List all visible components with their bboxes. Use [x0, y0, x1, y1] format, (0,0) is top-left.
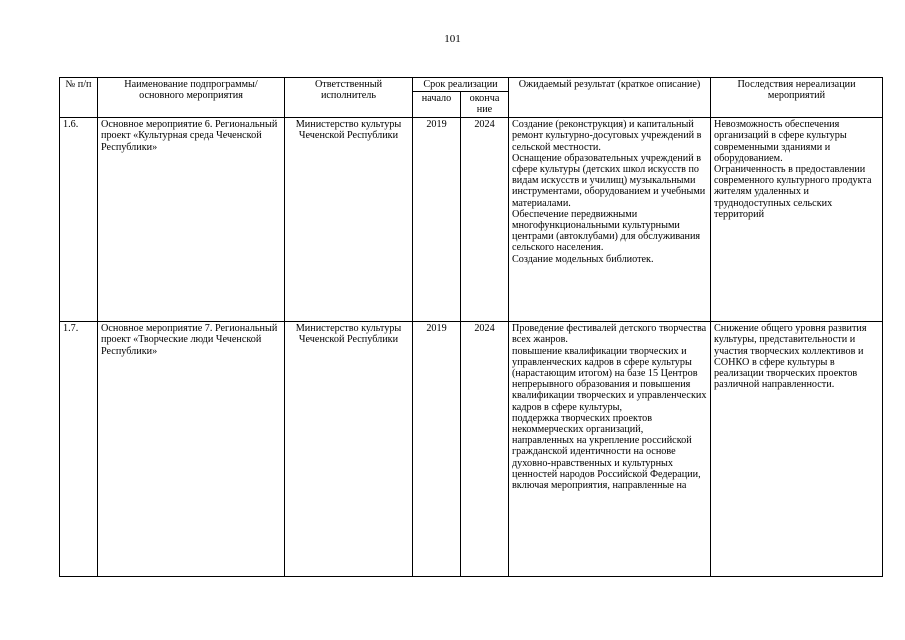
- result-text: повышение квалификации творческих и управленческих кадров в сфере культуры (нарастающим итогом) на базе 15 Центров непрерывного образования и повышения квалификации творческих и управленческих кадров в сфере культуры,: [512, 345, 707, 413]
- row-end: 2024: [461, 118, 509, 322]
- table-row: [60, 118, 883, 322]
- row-consequences: [711, 118, 883, 322]
- result-text: Оснащение образовательных учреждений в сфере культуры (детских школ искусств по видам искусств и училищ) музыкальными инструментами, оборудованием и учебными материалами.: [512, 152, 706, 209]
- header-name: Наименование подпрограммы/ основного мероприятия: [98, 78, 285, 118]
- header-start: начало: [413, 92, 461, 118]
- result-text: Создание модельных библиотек.: [512, 253, 654, 265]
- row-name: Основное мероприятие 7. Региональный проект «Творческие люди Чеченской Республики»: [98, 322, 285, 577]
- row-num: 1.7.: [60, 322, 98, 577]
- consequence-text: Ограниченность в предоставлении современного культурного продукта жителям удаленных и труднодоступных сельских территорий: [714, 164, 872, 220]
- header-executor: Ответственный исполнитель: [285, 78, 413, 118]
- page-number: 101: [444, 33, 461, 45]
- header-num: № п/п: [60, 78, 98, 118]
- program-table: [59, 77, 883, 577]
- consequence-text: Невозможность обеспечения организаций в сфере культуры современными зданиями и оборудованием.: [714, 119, 847, 164]
- row-executor: Министерство культуры Чеченской Республики: [285, 322, 413, 577]
- row-start: 2019: [413, 322, 461, 577]
- table-header-row: [60, 78, 883, 92]
- row-result: [509, 322, 711, 577]
- row-executor: Министерство культуры Чеченской Республики: [285, 118, 413, 322]
- result-text: Создание (реконструкция) и капитальный ремонт культурно-досуговых учреждений в сельской местности.: [512, 119, 702, 153]
- row-start: 2019: [413, 118, 461, 322]
- result-text: Обеспечение передвижными многофункциональными культурными центрами (автоклубами) для обслуживания сельского населения.: [512, 208, 701, 254]
- row-name: Основное мероприятие 6. Региональный проект «Культурная среда Чеченской Республики»: [98, 118, 285, 322]
- table-row: [60, 322, 883, 577]
- row-end: 2024: [461, 322, 509, 577]
- row-result: [509, 118, 711, 322]
- header-end: оконча ние: [461, 92, 509, 118]
- header-result: Ожидаемый результат (краткое описание): [509, 78, 711, 118]
- result-text: поддержка творческих проектов некоммерческих организаций, направленных на укрепление российской гражданской идентичности на основе духовно-нравственных и культурных ценностей народов Российской Федерации, включая мероприятия, направленные на: [512, 412, 701, 492]
- header-term: Срок реализации: [413, 78, 509, 92]
- row-num: 1.6.: [60, 118, 98, 322]
- result-text: Проведение фестивалей детского творчества всех жанров.: [512, 323, 707, 346]
- consequence-text: Снижение общего уровня развития культуры, представительности и участия творческих коллективов и СОНКО в сфере культуры в реализации творческих проектов различной направленности.: [714, 323, 867, 391]
- row-consequences: [711, 322, 883, 577]
- header-consequences: Последствия нереализации мероприятий: [711, 78, 883, 118]
